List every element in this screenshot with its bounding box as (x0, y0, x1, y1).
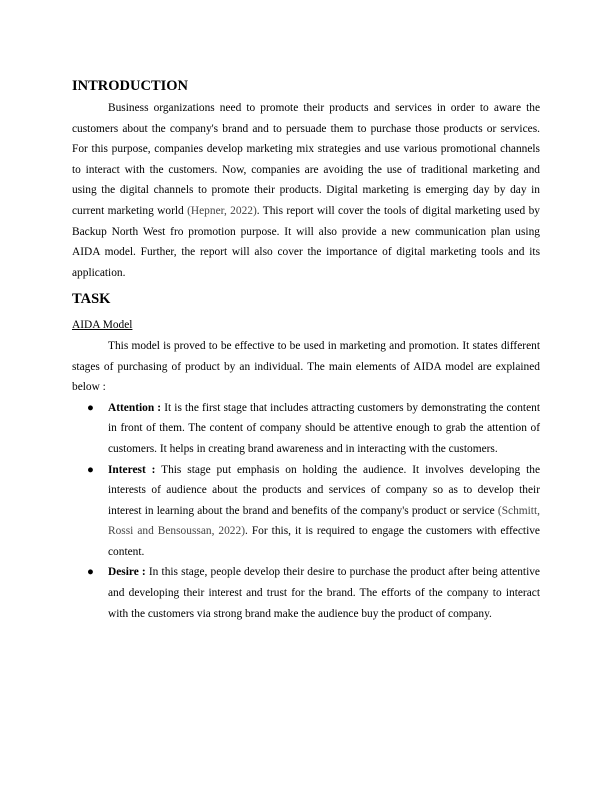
list-item-desire (72, 562, 540, 624)
bullet-text: This stage put emphasis on holding the audience. It involves developing the interests of audience about the products and services of company so as to develop their interest in learning about the brand and benefits of the company's product or service (108, 463, 541, 517)
bullet-term: Interest : (108, 463, 156, 476)
task-heading: TASK (72, 291, 111, 308)
bullet-term: Desire : (108, 566, 146, 579)
document-page (72, 76, 540, 624)
list-item-interest (72, 460, 540, 563)
aida-elements-list (72, 398, 540, 625)
introduction-text-part-2: . This report will cover the tools of digital marketing used by Backup North West fro promotion purpose. It will also provide a new communication plan using AIDA model. Further, the report will also cover the importance of digital marketing tools and its application. (72, 204, 540, 279)
bullet-text: In this stage, people develop their desire to purchase the product after being attentive and developing their interest and trust for the brand. The efforts of the company to interact with the customers via strong brand make the audience buy the product of company. (108, 566, 540, 620)
bullet-icon: ● (87, 401, 94, 414)
introduction-citation: (Hepner, 2022) (187, 204, 257, 217)
introduction-text-part-1: Business organizations need to promote their products and services in order to aware the customers about the company's brand and to persuade them to purchase those products or services. For this purpose, companies develop marketing mix strategies and use various promotional channels to interact with the customers. Now, companies are avoiding the use of traditional marketing and using the digital channels to promote their products. Digital marketing is emerging day by day in current marketing world (72, 102, 540, 217)
introduction-paragraph (72, 98, 540, 283)
bullet-icon: ● (87, 566, 94, 579)
aida-intro-paragraph: This model is proved to be effective to be used in marketing and promotion. It states different stages of purchasing of product by an individual. The main elements of AIDA model are explained below : (72, 339, 540, 394)
bullet-term: Attention : (108, 401, 162, 414)
bullet-citation: (Schmitt, Rossi and Bensoussan, 2022) (108, 504, 540, 538)
bullet-text: It is the first stage that includes attracting customers by demonstrating the content in front of them. The content of company should be attentive enough to grab the attention of customers. It helps in creating brand awareness and in interacting with the customers. (108, 401, 540, 455)
aida-model-subheading: AIDA Model (72, 319, 133, 332)
bullet-text-end: . For this, it is required to engage the customers with effective content. (108, 525, 540, 558)
list-item-attention (72, 398, 540, 460)
introduction-heading: INTRODUCTION (72, 78, 189, 94)
bullet-icon: ● (87, 463, 94, 476)
